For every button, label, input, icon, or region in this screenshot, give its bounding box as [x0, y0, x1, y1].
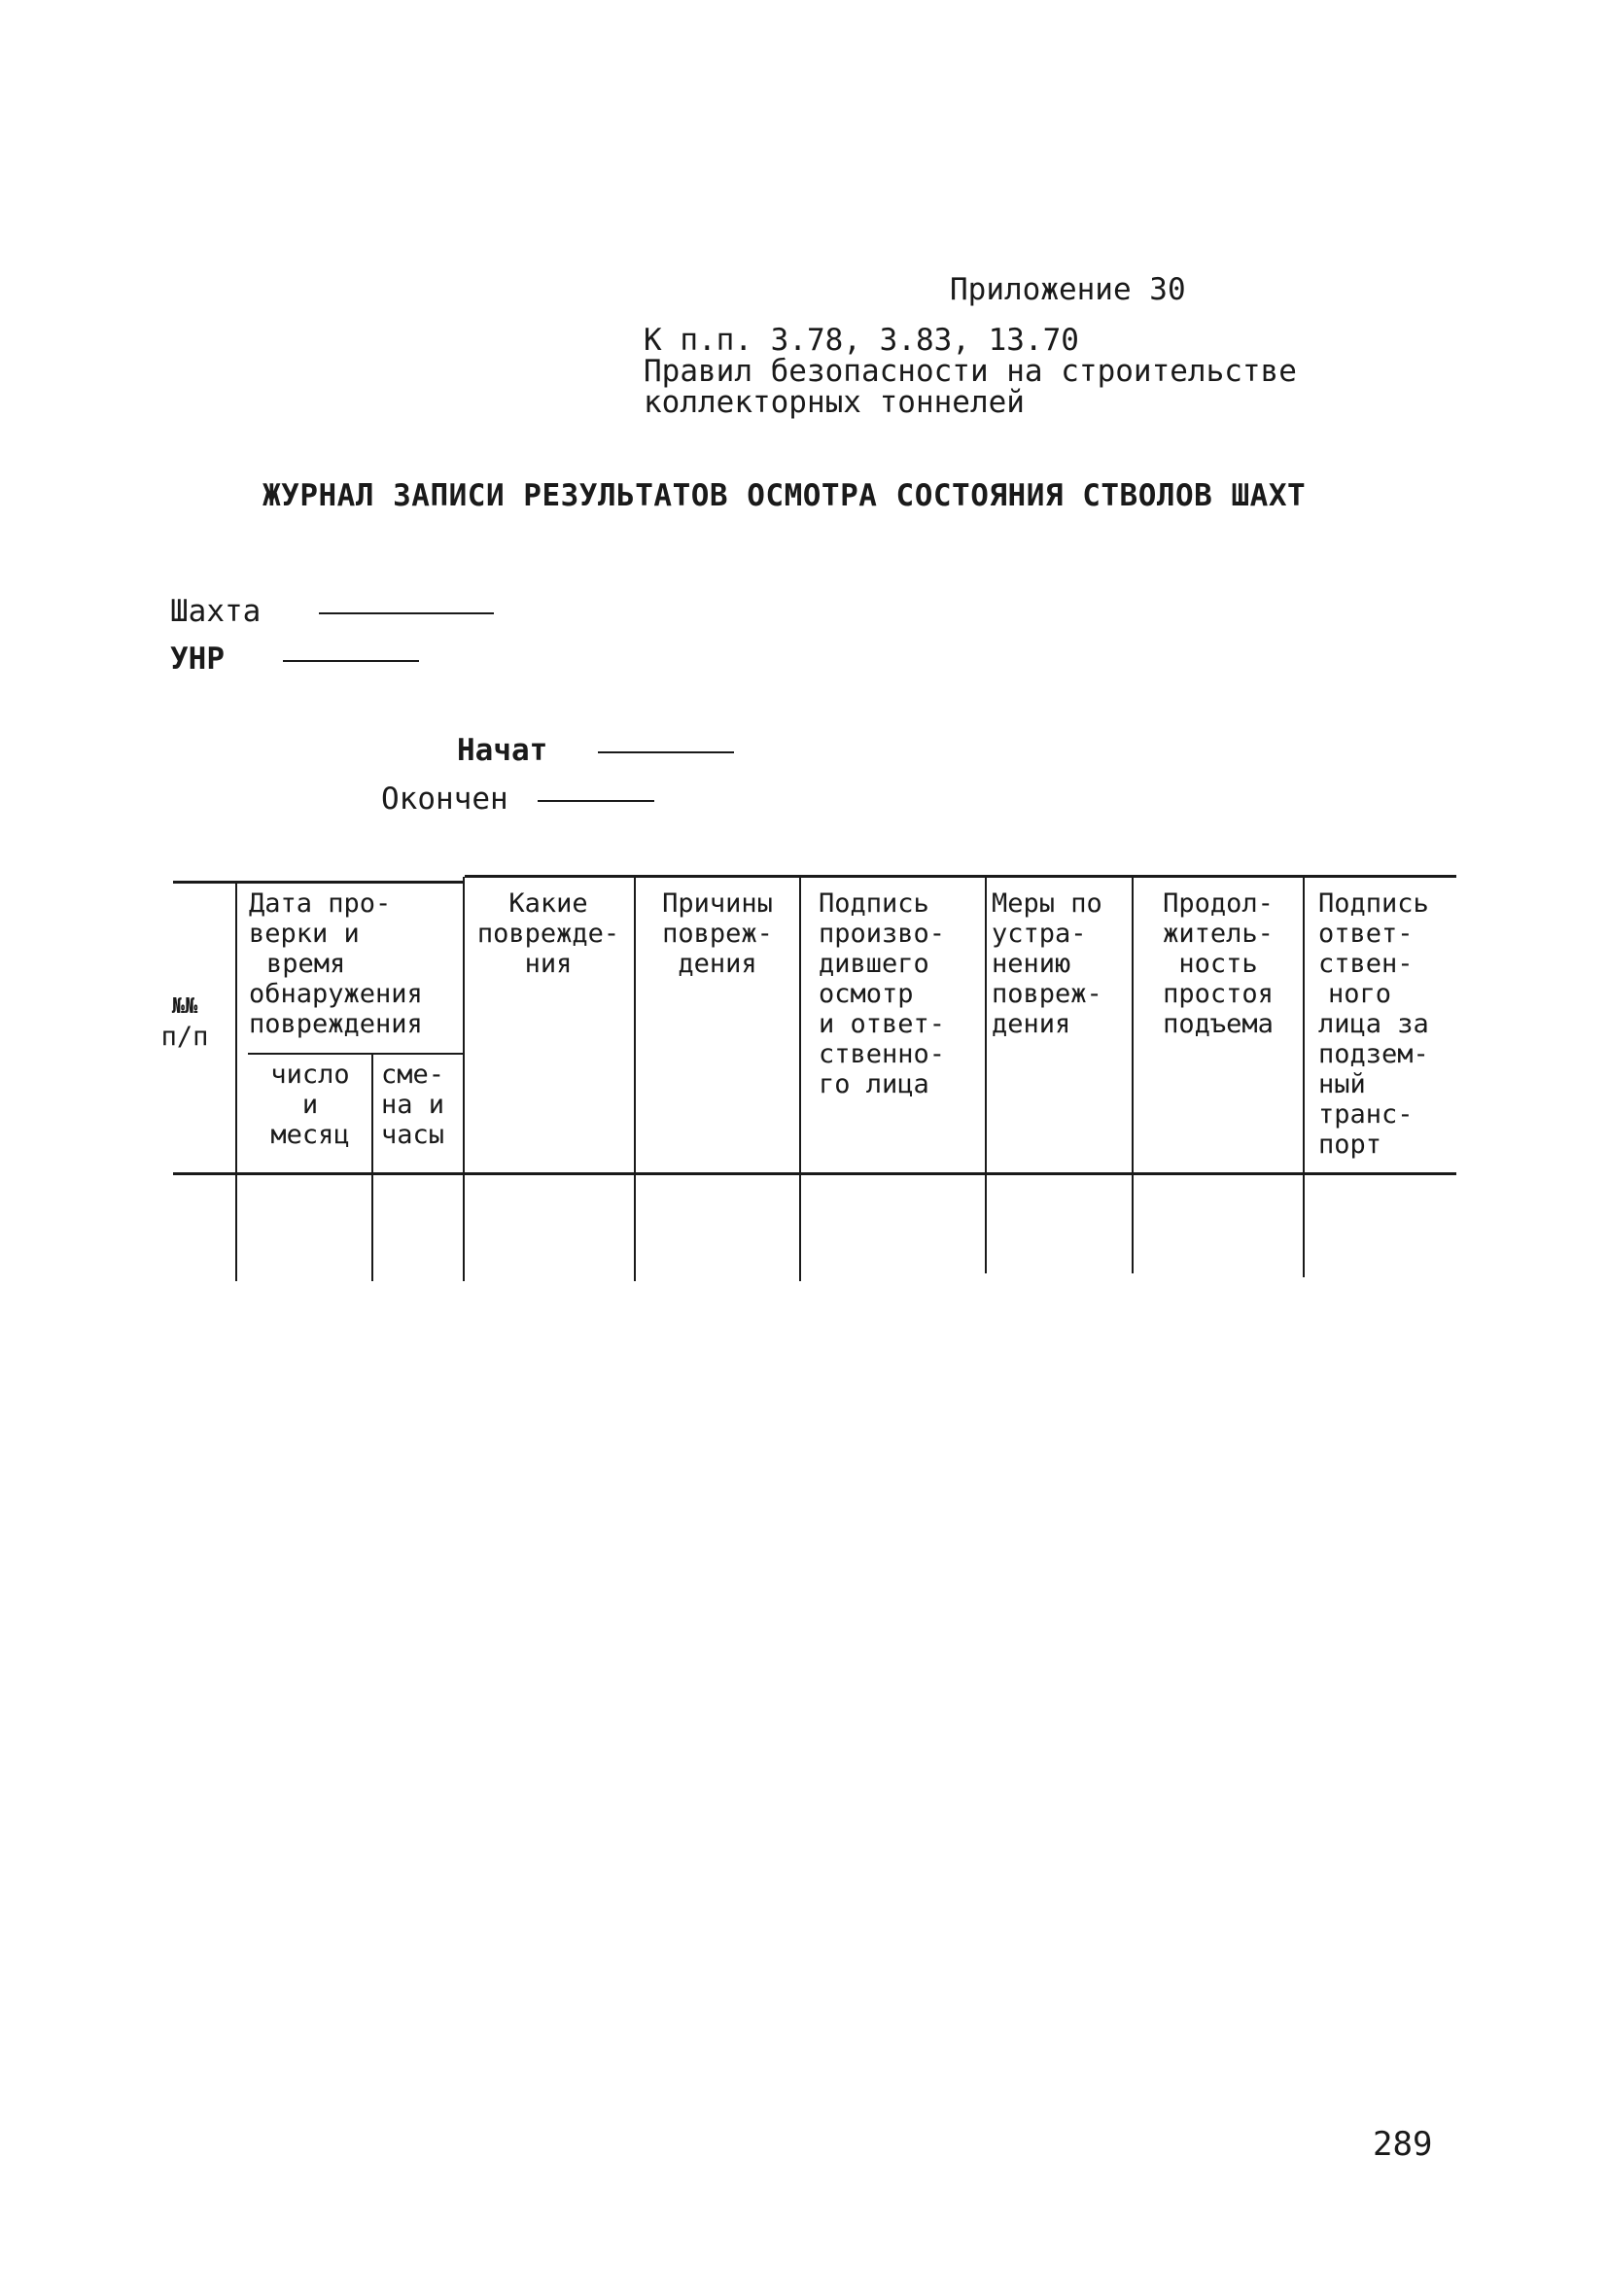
- reference-line: К п.п. 3.78, 3.83, 13.70: [644, 323, 1079, 358]
- table-top-rule: [173, 881, 465, 884]
- header-damage: Какие поврежде- ния: [476, 888, 620, 979]
- header-inspector-sign: Подпись произво- дившего осмотр и ответ- ственно- го лица: [819, 888, 946, 1099]
- header-transport-sign: Подпись ответ- ствен- ного лица за подзем- ный транс- порт: [1318, 888, 1429, 1160]
- mine-field: [170, 594, 494, 629]
- date-subheader-rule: [248, 1053, 464, 1055]
- unr-blank-line: [283, 660, 419, 662]
- finished-label: Окончен: [381, 782, 508, 817]
- unr-label: УНР: [170, 642, 225, 677]
- unr-field: [170, 642, 419, 677]
- started-label: Начат: [457, 733, 548, 768]
- header-causes: Причины повреж- дения: [662, 888, 773, 979]
- mine-label: Шахта: [170, 594, 262, 629]
- header-date-shift: сме- на и часы: [381, 1060, 445, 1150]
- column-divider: [1303, 877, 1305, 1277]
- header-date-group: Дата про- верки и время обнаружения повреждения: [249, 888, 423, 1039]
- header-num: №№ п/п: [160, 994, 209, 1052]
- column-divider: [985, 877, 987, 1273]
- mine-blank-line: [319, 612, 494, 614]
- header-downtime: Продол- житель- ность простоя подъема: [1163, 888, 1274, 1039]
- table-top-rule: [465, 875, 1456, 878]
- column-divider: [235, 881, 237, 1281]
- finished-blank-line: [538, 800, 654, 802]
- page-number: 289: [1373, 2125, 1433, 2164]
- column-divider: [799, 877, 801, 1281]
- reference-line: Правил безопасности на строительстве: [644, 354, 1297, 389]
- reference-line: коллекторных тоннелей: [644, 385, 1025, 420]
- header-date-day: число и месяц: [270, 1060, 350, 1150]
- finished-field: [381, 782, 654, 817]
- reference-block: [644, 325, 1297, 418]
- table-header-bottom-rule: [173, 1172, 1456, 1175]
- started-blank-line: [598, 751, 734, 753]
- appendix-label: Приложение 30: [950, 272, 1186, 307]
- document-title: ЖУРНАЛ ЗАПИСИ РЕЗУЛЬТАТОВ ОСМОТРА СОСТОЯНИЯ СТВОЛОВ ШАХТ: [262, 478, 1307, 513]
- started-field: [457, 733, 734, 768]
- header-measures: Меры по устра- нению повреж- дения: [992, 888, 1102, 1039]
- column-divider: [371, 1055, 373, 1281]
